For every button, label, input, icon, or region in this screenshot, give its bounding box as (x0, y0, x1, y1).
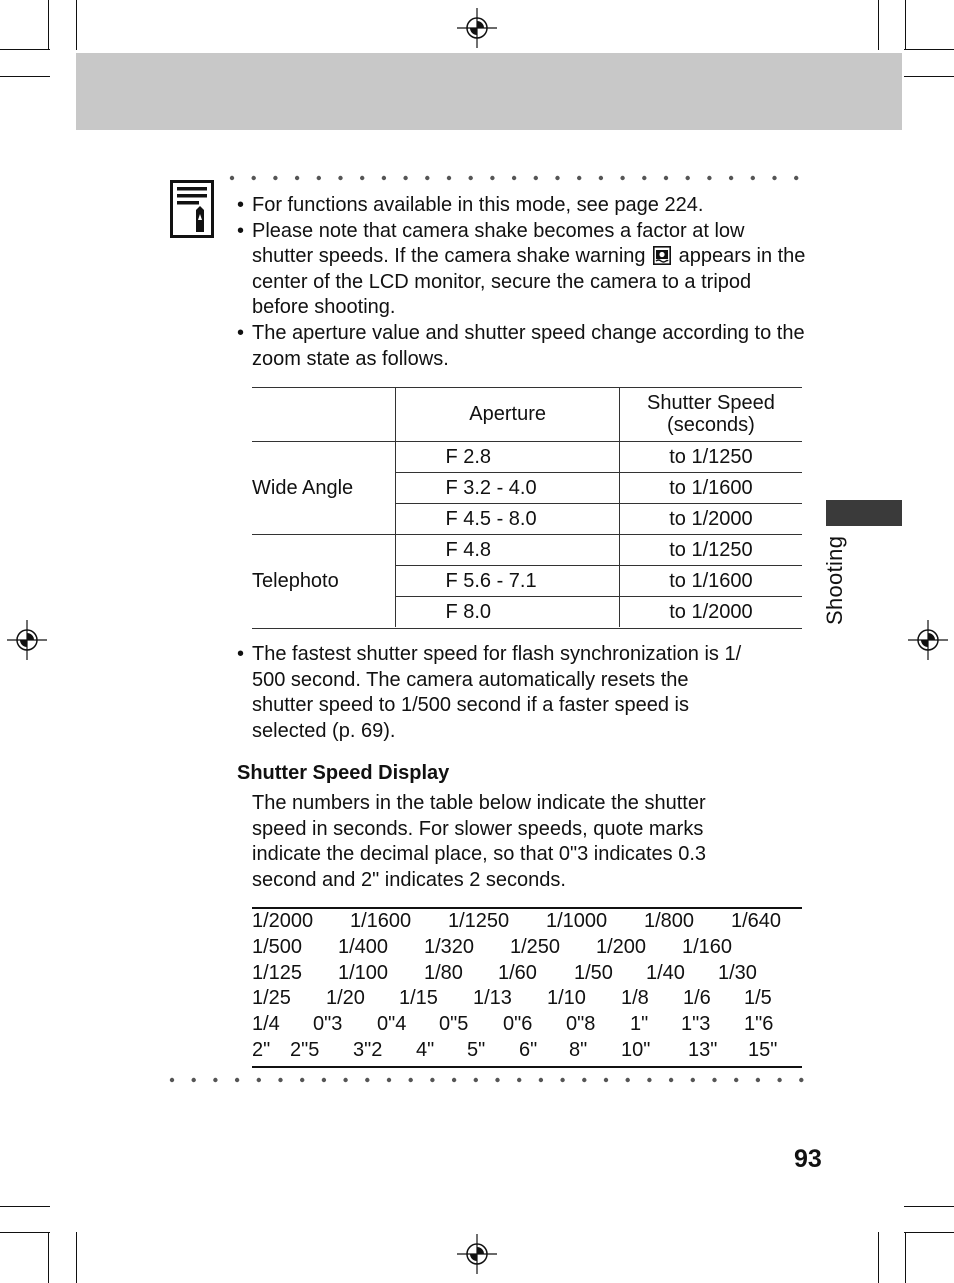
note-item (237, 219, 807, 321)
speed-table-rule-top (252, 907, 802, 909)
dotted-rule-bottom (168, 1076, 804, 1084)
shutter-speed-value: 1/125 (252, 962, 303, 984)
shutter-speed-value: 5" (467, 1039, 486, 1061)
notes-list-bottom (237, 642, 807, 744)
shutter-speed-value: 1/13 (473, 987, 512, 1009)
shutter-speed-value: 4" (416, 1039, 435, 1061)
shutter-speed-value: 3"2 (353, 1039, 383, 1061)
shutter-speed-value: 10" (621, 1039, 651, 1061)
shutter-cell: to 1/1250 (619, 442, 802, 473)
shutter-speed-value: 0"3 (313, 1013, 343, 1035)
shutter-cell: to 1/1250 (619, 535, 802, 566)
zoom-aperture-table (252, 387, 802, 627)
shutter-speed-value: 1/500 (252, 936, 303, 958)
note-item: • The fastest shutter speed for flash synchronization is 1/ 500 second. The camera automatically resets the shutter speed to 1/500 second if a faster speed is selected (p. 69). (237, 642, 807, 744)
shutter-speed-value: 1/20 (326, 987, 365, 1009)
shutter-speed-value: 1/1250 (448, 910, 510, 932)
aperture-cell: F 5.6 - 7.1 (396, 566, 619, 597)
shutter-speed-value: 0"6 (503, 1013, 533, 1035)
table-rule-bottom (252, 628, 802, 629)
registration-mark-icon (457, 8, 497, 48)
shutter-speed-value: 2" (252, 1039, 271, 1061)
shutter-speed-value: 2"5 (290, 1039, 320, 1061)
aperture-cell: F 4.8 (396, 535, 619, 566)
camera-shake-warning-icon (653, 246, 671, 265)
note-item: • The aperture value and shutter speed change according to the zoom state as follows. (237, 321, 807, 372)
shutter-speed-value: 1/200 (596, 936, 647, 958)
shutter-speed-value: 1/320 (424, 936, 475, 958)
shutter-speed-value: 1/100 (338, 962, 389, 984)
registration-mark-icon (457, 1234, 497, 1274)
dotted-rule-top (228, 174, 804, 182)
note-text: appears in the center of the LCD monitor, secure the camera to a tripod before shooting. (252, 245, 806, 319)
page-number: 93 (794, 1145, 822, 1173)
aperture-cell: F 2.8 (396, 442, 619, 473)
speed-table-rule-bottom (252, 1066, 802, 1068)
shutter-speed-value: 6" (519, 1039, 538, 1061)
section-side-label: Shooting (822, 535, 847, 625)
section-side-tab (826, 500, 902, 526)
shutter-speed-value: 0"4 (377, 1013, 407, 1035)
shutter-speed-value: 1/1000 (546, 910, 608, 932)
shutter-speed-value: 1/8 (621, 987, 649, 1009)
table-header-aperture: Aperture (396, 387, 619, 442)
shutter-cell: to 1/1600 (619, 566, 802, 597)
registration-mark-icon (908, 620, 948, 660)
notes-list-top (237, 193, 807, 372)
shutter-speed-value: 0"5 (439, 1013, 469, 1035)
zoom-state-label: Telephoto (252, 570, 339, 592)
shutter-speed-value: 1/800 (644, 910, 695, 932)
shutter-speed-value: 15" (748, 1039, 778, 1061)
shutter-cell: to 1/2000 (619, 597, 802, 628)
section-paragraph: The numbers in the table below indicate the shutter speed in seconds. For slower speeds, quote marks indicate the decimal place, so that 0"3 indicates 0.3 second and 2" indicates 2 seconds. (252, 792, 707, 891)
aperture-cell: F 8.0 (396, 597, 619, 628)
registration-mark-icon (7, 620, 47, 660)
shutter-speed-value: 1/400 (338, 936, 389, 958)
section-heading: Shutter Speed Display (237, 762, 450, 784)
shutter-speed-value: 1/80 (424, 962, 463, 984)
shutter-speed-value: 1"3 (681, 1013, 711, 1035)
shutter-speed-value: 1/40 (646, 962, 685, 984)
shutter-speed-value: 13" (688, 1039, 718, 1061)
shutter-speed-value: 1/250 (510, 936, 561, 958)
note-item: • For functions available in this mode, see page 224. (237, 193, 807, 219)
shutter-speed-value: 1/60 (498, 962, 537, 984)
shutter-speed-value: 1/25 (252, 987, 291, 1009)
zoom-state-label: Wide Angle (252, 442, 396, 535)
shutter-speed-value: 1/30 (718, 962, 757, 984)
shutter-speed-value: 1/50 (574, 962, 613, 984)
table-header-shutter-speed: Shutter Speed (seconds) (619, 387, 802, 442)
shutter-speed-value: 1/2000 (252, 910, 314, 932)
shutter-cell: to 1/1600 (619, 473, 802, 504)
shutter-speed-value: 1" (630, 1013, 649, 1035)
shutter-speed-value: 1/160 (682, 936, 733, 958)
shutter-speed-value: 1/1600 (350, 910, 412, 932)
shutter-speed-value: 1/15 (399, 987, 438, 1009)
shutter-speed-value: 1"6 (744, 1013, 774, 1035)
note-text: Please note that camera shake becomes a factor at low shutter speeds. If the camera shake warning (252, 219, 745, 268)
note-memo-icon (170, 180, 214, 238)
shutter-cell: to 1/2000 (619, 504, 802, 535)
aperture-cell: F 3.2 - 4.0 (396, 473, 619, 504)
header-band (76, 53, 902, 130)
shutter-speed-value: 1/6 (683, 987, 711, 1009)
shutter-speed-value: 1/10 (547, 987, 586, 1009)
shutter-speed-value: 1/4 (252, 1013, 280, 1035)
shutter-speed-value: 0"8 (566, 1013, 596, 1035)
shutter-speed-value: 8" (569, 1039, 588, 1061)
aperture-cell: F 4.5 - 8.0 (396, 504, 619, 535)
shutter-speed-value: 1/640 (731, 910, 782, 932)
shutter-speed-value: 1/5 (744, 987, 772, 1009)
table-header-cell (252, 387, 396, 442)
